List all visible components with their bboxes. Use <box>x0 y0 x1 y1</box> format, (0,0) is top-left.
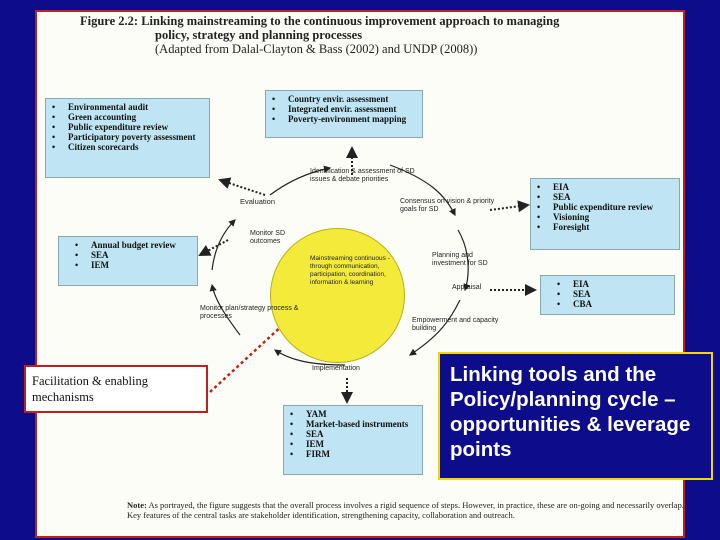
label-planning: Planning and investment for SD <box>432 252 488 267</box>
label-evaluation: Evaluation <box>240 197 276 206</box>
cycle-arrow-left <box>212 220 235 270</box>
list-item: • Participatory poverty assessment <box>68 132 205 142</box>
mainstreaming-label: Mainstreaming continuous - through communication, participation, coordination, information & learning <box>310 255 390 286</box>
figure-note <box>127 500 687 520</box>
box-bottom-center <box>283 405 423 475</box>
box-top-center <box>265 90 423 138</box>
list-item: • Environmental audit <box>68 102 205 112</box>
list-item: • Country envir. assessment <box>288 94 418 104</box>
list-item: • Public expenditure review <box>553 202 675 212</box>
note-label: Note: <box>127 500 147 510</box>
label-identification: Identification & assessment of SD issues & debate priorities <box>310 168 415 183</box>
list-item: • Green accounting <box>68 112 205 122</box>
list-item: • SEA <box>553 192 675 202</box>
label-implementation: Implementation <box>312 365 360 372</box>
list-item: • YAM <box>306 409 418 419</box>
figure-subtitle: (Adapted from Dalal-Clayton & Bass (2002) and UNDP (2008)) <box>155 42 478 56</box>
list-item: • Foresight <box>553 222 675 232</box>
box-right-mid <box>540 275 675 315</box>
list-item: • SEA <box>91 250 193 260</box>
figure-title-line1: Figure 2.2: Linking mainstreaming to the continuous improvement approach to managing <box>80 14 560 28</box>
box-right-top <box>530 178 680 250</box>
facilitation-box: Facilitation & enabling mechanisms <box>24 365 208 413</box>
list-item: • Poverty-environment mapping <box>288 114 418 124</box>
callout-box: Linking tools and the Policy/planning cycle – opportunities & leverage points <box>438 352 713 480</box>
mainstreaming-circle <box>270 228 405 363</box>
list-item: • Visioning <box>553 212 675 222</box>
note-text: As portrayed, the figure suggests that the overall process involves a rigid sequence of steps. However, in practice, these are on-going and necessarily overlap. Key features of the central tasks are stakeholder identification, strengthening capacity, collaboration and outreach. <box>127 500 684 520</box>
list-item: • IEM <box>91 260 193 270</box>
list-item: • SEA <box>573 289 670 299</box>
label-monitor-plan: Monitor plan/strategy process & processes <box>200 305 299 320</box>
list-item: • EIA <box>573 279 670 289</box>
figure-title-line2: policy, strategy and planning processes <box>155 28 363 42</box>
label-empowerment: Empowerment and capacity building <box>412 317 499 332</box>
label-consensus: Consensus on vision & priority goals for SD <box>400 198 495 213</box>
dotted-arrow-left-top <box>220 180 265 195</box>
list-item: • Citizen scorecards <box>68 142 205 152</box>
list-item: • CBA <box>573 299 670 309</box>
list-item: • Market-based instruments <box>306 419 418 429</box>
dotted-arrow-left-mid <box>200 240 228 255</box>
list-item: • SEA <box>306 429 418 439</box>
list-item: • IEM <box>306 439 418 449</box>
box-left-top <box>45 98 210 178</box>
label-appraisal: Appraisal <box>452 284 482 291</box>
label-monitor-sd: Monitor SD outcomes <box>250 230 286 245</box>
list-item: • FIRM <box>306 449 418 459</box>
list-item: • Integrated envir. assessment <box>288 104 418 114</box>
list-item: • Public expenditure review <box>68 122 205 132</box>
box-left-mid <box>58 236 198 286</box>
list-item: • EIA <box>553 182 675 192</box>
list-item: • Annual budget review <box>91 240 193 250</box>
